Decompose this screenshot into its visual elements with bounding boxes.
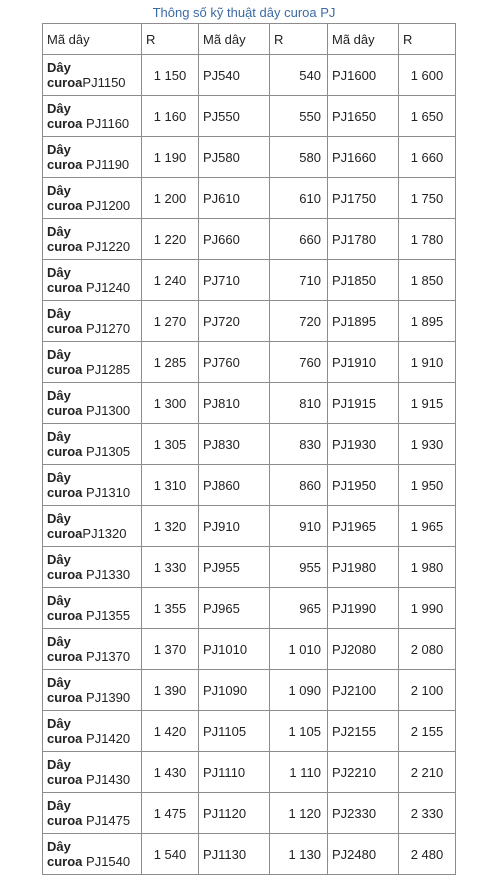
table-row <box>43 260 456 301</box>
belt-code: PJ1320 <box>82 526 127 541</box>
belt-code: PJ1160 <box>86 116 130 131</box>
r-value-2: 720 <box>270 301 328 342</box>
belt-word-1: Dây <box>47 183 71 198</box>
r-value-2: 760 <box>270 342 328 383</box>
belt-name-cell <box>43 465 142 506</box>
code-cell-3: PJ1895 <box>328 301 399 342</box>
belt-word-1: Dây <box>47 716 71 731</box>
code-cell-2: PJ810 <box>199 383 270 424</box>
belt-word-2: curoa <box>47 731 83 746</box>
belt-word-2: curoa <box>47 608 83 623</box>
code-cell-2: PJ1130 <box>199 834 270 875</box>
belt-code: PJ1240 <box>86 280 131 295</box>
code-cell-2: PJ580 <box>199 137 270 178</box>
code-cell-3: PJ1600 <box>328 55 399 96</box>
table-row <box>43 383 456 424</box>
belt-code: PJ1150 <box>82 75 126 90</box>
code-cell-2: PJ540 <box>199 55 270 96</box>
r-value-3: 2 480 <box>399 834 456 875</box>
code-cell-2: PJ965 <box>199 588 270 629</box>
belt-name-cell <box>43 55 142 96</box>
belt-word-1: Dây <box>47 839 71 854</box>
r-value-3: 1 600 <box>399 55 456 96</box>
belt-name-cell <box>43 670 142 711</box>
belt-code: PJ1390 <box>86 690 131 705</box>
r-value-2: 965 <box>270 588 328 629</box>
belt-name-cell <box>43 711 142 752</box>
code-cell-2: PJ1120 <box>199 793 270 834</box>
r-value-2: 1 090 <box>270 670 328 711</box>
belt-word-2: curoa <box>47 526 83 541</box>
r-value-3: 2 330 <box>399 793 456 834</box>
r-value-2: 1 120 <box>270 793 328 834</box>
belt-word-1: Dây <box>47 511 71 526</box>
r-value-2: 810 <box>270 383 328 424</box>
belt-word-1: Dây <box>47 101 71 116</box>
belt-word-1: Dây <box>47 388 71 403</box>
header-r-3: R <box>399 24 456 55</box>
r-value-2: 1 110 <box>270 752 328 793</box>
belt-code: PJ1540 <box>86 854 131 869</box>
belt-code: PJ1220 <box>86 239 131 254</box>
table-row <box>43 55 456 96</box>
belt-name-cell <box>43 219 142 260</box>
code-cell-2: PJ610 <box>199 178 270 219</box>
belt-code: PJ1330 <box>86 567 131 582</box>
belt-code: PJ1420 <box>86 731 131 746</box>
r-value-2: 860 <box>270 465 328 506</box>
r-value-1: 1 190 <box>142 137 199 178</box>
code-cell-3: PJ1980 <box>328 547 399 588</box>
belt-word-1: Dây <box>47 675 71 690</box>
code-cell-3: PJ2330 <box>328 793 399 834</box>
r-value-3: 1 930 <box>399 424 456 465</box>
belt-code: PJ1475 <box>86 813 131 828</box>
belt-word-2: curoa <box>47 157 83 172</box>
code-cell-2: PJ1110 <box>199 752 270 793</box>
belt-code: PJ1270 <box>86 321 131 336</box>
belt-word-2: curoa <box>47 485 83 500</box>
table-row <box>43 219 456 260</box>
code-cell-3: PJ1965 <box>328 506 399 547</box>
belt-name-cell <box>43 137 142 178</box>
belt-name-cell <box>43 383 142 424</box>
table-row <box>43 711 456 752</box>
code-cell-2: PJ955 <box>199 547 270 588</box>
r-value-1: 1 300 <box>142 383 199 424</box>
belt-word-2: curoa <box>47 321 83 336</box>
belt-name-cell <box>43 588 142 629</box>
code-cell-3: PJ1950 <box>328 465 399 506</box>
r-value-1: 1 430 <box>142 752 199 793</box>
r-value-1: 1 330 <box>142 547 199 588</box>
code-cell-2: PJ1010 <box>199 629 270 670</box>
belt-name-cell <box>43 834 142 875</box>
r-value-1: 1 240 <box>142 260 199 301</box>
code-cell-3: PJ1750 <box>328 178 399 219</box>
belt-word-1: Dây <box>47 142 71 157</box>
belt-word-2: curoa <box>47 198 83 213</box>
belt-word-2: curoa <box>47 649 83 664</box>
code-cell-3: PJ2210 <box>328 752 399 793</box>
r-value-3: 1 950 <box>399 465 456 506</box>
belt-name-cell <box>43 96 142 137</box>
r-value-1: 1 150 <box>142 55 199 96</box>
r-value-1: 1 390 <box>142 670 199 711</box>
belt-code: PJ1300 <box>86 403 131 418</box>
r-value-1: 1 160 <box>142 96 199 137</box>
table-header-row <box>43 24 456 55</box>
table-row <box>43 752 456 793</box>
r-value-2: 660 <box>270 219 328 260</box>
belt-code: PJ1200 <box>86 198 131 213</box>
belt-code: PJ1370 <box>86 649 131 664</box>
belt-word-1: Dây <box>47 757 71 772</box>
r-value-2: 710 <box>270 260 328 301</box>
code-cell-3: PJ1910 <box>328 342 399 383</box>
code-cell-3: PJ1780 <box>328 219 399 260</box>
header-r-2: R <box>270 24 328 55</box>
r-value-2: 580 <box>270 137 328 178</box>
r-value-3: 1 980 <box>399 547 456 588</box>
belt-name-cell <box>43 629 142 670</box>
code-cell-3: PJ2155 <box>328 711 399 752</box>
belt-word-2: curoa <box>47 116 83 131</box>
r-value-1: 1 540 <box>142 834 199 875</box>
belt-name-cell <box>43 260 142 301</box>
r-value-3: 1 850 <box>399 260 456 301</box>
r-value-3: 1 750 <box>399 178 456 219</box>
r-value-1: 1 475 <box>142 793 199 834</box>
r-value-3: 1 780 <box>399 219 456 260</box>
belt-word-2: curoa <box>47 813 83 828</box>
header-code-1: Mã dây <box>43 24 142 55</box>
belt-name-cell <box>43 342 142 383</box>
belt-word-2: curoa <box>47 690 83 705</box>
r-value-2: 830 <box>270 424 328 465</box>
r-value-2: 1 130 <box>270 834 328 875</box>
belt-word-2: curoa <box>47 362 83 377</box>
belt-word-1: Dây <box>47 470 71 485</box>
code-cell-3: PJ1660 <box>328 137 399 178</box>
code-cell-2: PJ720 <box>199 301 270 342</box>
code-cell-3: PJ2480 <box>328 834 399 875</box>
table-row <box>43 506 456 547</box>
belt-name-cell <box>43 752 142 793</box>
r-value-3: 2 100 <box>399 670 456 711</box>
belt-word-1: Dây <box>47 347 71 362</box>
r-value-1: 1 285 <box>142 342 199 383</box>
belt-word-2: curoa <box>47 75 83 90</box>
belt-code: PJ1305 <box>86 444 131 459</box>
belt-code: PJ1430 <box>86 772 131 787</box>
r-value-1: 1 200 <box>142 178 199 219</box>
code-cell-2: PJ1105 <box>199 711 270 752</box>
belt-word-1: Dây <box>47 429 71 444</box>
r-value-2: 1 105 <box>270 711 328 752</box>
table-row <box>43 137 456 178</box>
r-value-3: 2 155 <box>399 711 456 752</box>
table-row <box>43 301 456 342</box>
belt-word-2: curoa <box>47 772 83 787</box>
table-row <box>43 670 456 711</box>
r-value-2: 955 <box>270 547 328 588</box>
table-row <box>43 178 456 219</box>
belt-word-2: curoa <box>47 280 83 295</box>
r-value-3: 1 650 <box>399 96 456 137</box>
code-cell-3: PJ1650 <box>328 96 399 137</box>
r-value-1: 1 310 <box>142 465 199 506</box>
code-cell-3: PJ1915 <box>328 383 399 424</box>
r-value-1: 1 305 <box>142 424 199 465</box>
r-value-3: 1 965 <box>399 506 456 547</box>
r-value-3: 1 990 <box>399 588 456 629</box>
belt-name-cell <box>43 793 142 834</box>
code-cell-3: PJ1990 <box>328 588 399 629</box>
r-value-1: 1 370 <box>142 629 199 670</box>
r-value-1: 1 355 <box>142 588 199 629</box>
r-value-2: 610 <box>270 178 328 219</box>
belt-name-cell <box>43 547 142 588</box>
header-code-2: Mã dây <box>199 24 270 55</box>
code-cell-3: PJ1930 <box>328 424 399 465</box>
belt-word-1: Dây <box>47 306 71 321</box>
code-cell-2: PJ910 <box>199 506 270 547</box>
r-value-3: 1 895 <box>399 301 456 342</box>
table-row <box>43 465 456 506</box>
belt-word-1: Dây <box>47 634 71 649</box>
r-value-3: 2 080 <box>399 629 456 670</box>
r-value-1: 1 420 <box>142 711 199 752</box>
r-value-3: 2 210 <box>399 752 456 793</box>
belt-word-1: Dây <box>47 798 71 813</box>
code-cell-3: PJ2080 <box>328 629 399 670</box>
r-value-2: 1 010 <box>270 629 328 670</box>
belt-name-cell <box>43 506 142 547</box>
header-code-3: Mã dây <box>328 24 399 55</box>
table-row <box>43 834 456 875</box>
code-cell-2: PJ760 <box>199 342 270 383</box>
code-cell-2: PJ860 <box>199 465 270 506</box>
belt-word-1: Dây <box>47 552 71 567</box>
r-value-3: 1 915 <box>399 383 456 424</box>
r-value-1: 1 320 <box>142 506 199 547</box>
table-caption: Thông số kỹ thuật dây curoa PJ <box>152 5 336 20</box>
belt-spec-table <box>42 23 456 875</box>
r-value-3: 1 910 <box>399 342 456 383</box>
table-row <box>43 342 456 383</box>
r-value-2: 910 <box>270 506 328 547</box>
table-row <box>43 547 456 588</box>
r-value-3: 1 660 <box>399 137 456 178</box>
belt-code: PJ1190 <box>86 157 130 172</box>
belt-word-2: curoa <box>47 444 83 459</box>
belt-name-cell <box>43 178 142 219</box>
code-cell-2: PJ710 <box>199 260 270 301</box>
table-row <box>43 588 456 629</box>
belt-word-2: curoa <box>47 567 83 582</box>
belt-word-2: curoa <box>47 403 83 418</box>
table-row <box>43 96 456 137</box>
r-value-2: 550 <box>270 96 328 137</box>
table-row <box>43 629 456 670</box>
code-cell-2: PJ550 <box>199 96 270 137</box>
belt-name-cell <box>43 424 142 465</box>
belt-name-cell <box>43 301 142 342</box>
belt-code: PJ1310 <box>86 485 131 500</box>
belt-word-1: Dây <box>47 265 71 280</box>
table-row <box>43 793 456 834</box>
belt-code: PJ1355 <box>86 608 131 623</box>
r-value-1: 1 220 <box>142 219 199 260</box>
code-cell-2: PJ1090 <box>199 670 270 711</box>
code-cell-2: PJ660 <box>199 219 270 260</box>
table-row <box>43 424 456 465</box>
r-value-2: 540 <box>270 55 328 96</box>
belt-word-2: curoa <box>47 854 83 869</box>
belt-word-1: Dây <box>47 593 71 608</box>
code-cell-3: PJ2100 <box>328 670 399 711</box>
belt-code: PJ1285 <box>86 362 131 377</box>
code-cell-2: PJ830 <box>199 424 270 465</box>
header-r-1: R <box>142 24 199 55</box>
belt-word-1: Dây <box>47 224 71 239</box>
belt-word-1: Dây <box>47 60 71 75</box>
belt-word-2: curoa <box>47 239 83 254</box>
r-value-1: 1 270 <box>142 301 199 342</box>
code-cell-3: PJ1850 <box>328 260 399 301</box>
